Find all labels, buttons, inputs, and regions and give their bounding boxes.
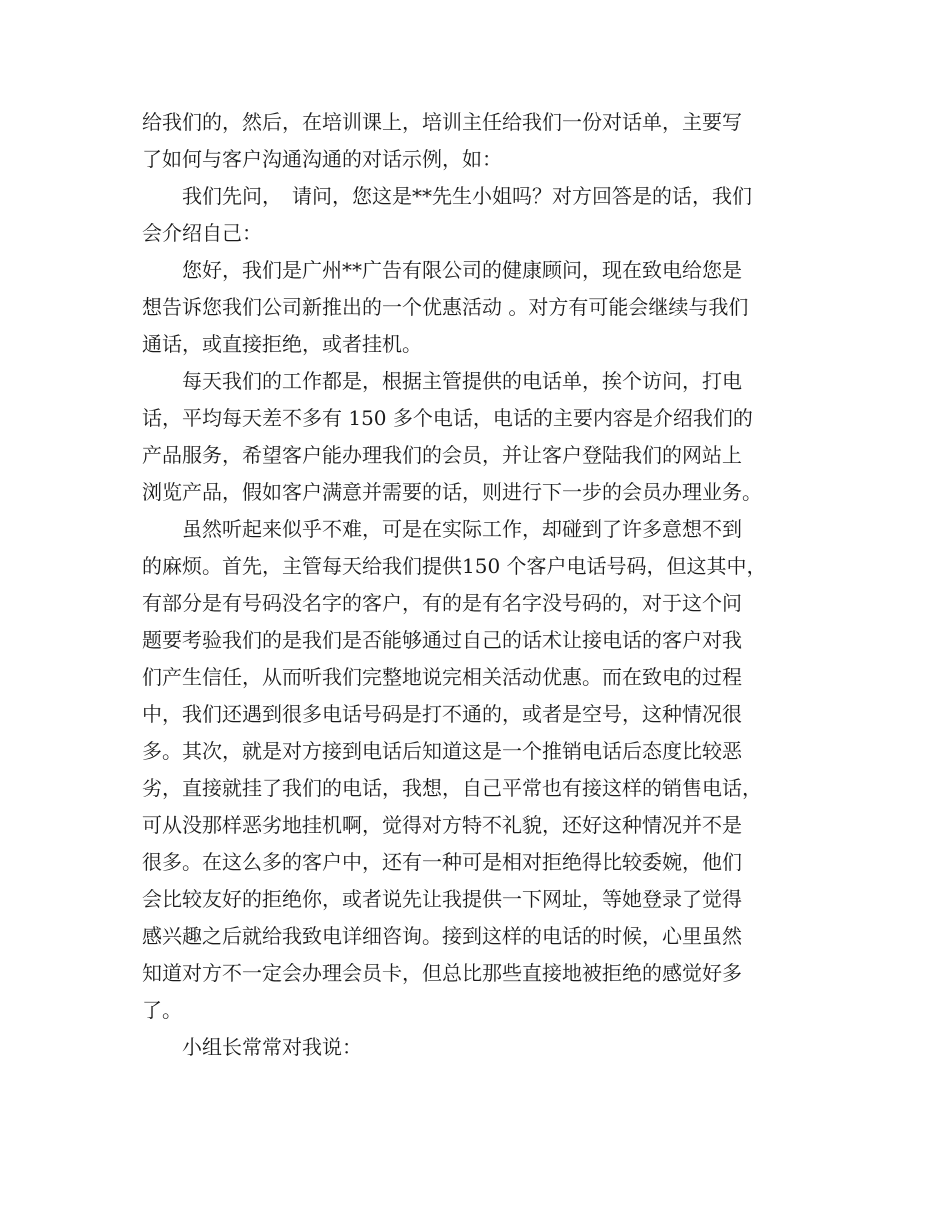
text-line: 题要考验我们的是我们是否能够通过自己的话术让接电话的客户对我 (142, 628, 742, 652)
text-line: 给我们的，然后，在培训课上，培训主任给我们一份对话单，主要写 (142, 110, 742, 134)
text-line: 了。 (142, 998, 182, 1022)
text-line: 会介绍自己： (142, 221, 262, 245)
text-line: 的麻烦。首先，主管每天给我们提供150 个客户电话号码，但这其中， (142, 554, 767, 578)
text-line: 小组长常常对我说： (142, 1035, 362, 1059)
text-line: 虽然听起来似乎不难，可是在实际工作，却碰到了许多意想不到 (142, 517, 742, 541)
text-line: 您好，我们是广州**广告有限公司的健康顾问，现在致电给您是 (142, 258, 742, 282)
text-line: 通话，或直接拒绝，或者挂机。 (142, 332, 422, 356)
text-line: 想告诉您我们公司新推出的一个优惠活动 。对方有可能会继续与我们 (142, 295, 749, 319)
text-line: 我们先问， 请问，您这是**先生小姐吗？对方回答是的话，我们 (142, 184, 752, 208)
text-line: 产品服务，希望客户能办理我们的会员，并让客户登陆我们的网站上 (142, 443, 742, 467)
text-line: 可从没那样恶劣地挂机啊，觉得对方特不礼貌，还好这种情况并不是 (142, 813, 742, 837)
text-line: 每天我们的工作都是，根据主管提供的电话单，挨个访问，打电 (142, 369, 742, 393)
text-line: 浏览产品，假如客户满意并需要的话，则进行下一步的会员办理业务。 (142, 480, 762, 504)
text-line: 话，平均每天差不多有 150 多个电话，电话的主要内容是介绍我们的 (142, 406, 753, 430)
text-line: 会比较友好的拒绝你，或者说先让我提供一下网址，等她登录了觉得 (142, 887, 742, 911)
text-line: 了如何与客户沟通沟通的对话示例，如： (142, 147, 502, 171)
text-line: 多。其次，就是对方接到电话后知道这是一个推销电话后态度比较恶 (142, 739, 742, 763)
text-line: 劣，直接就挂了我们的电话，我想，自己平常也有接这样的销售电话， (142, 776, 762, 800)
text-line: 知道对方不一定会办理会员卡，但总比那些直接地被拒绝的感觉好多 (142, 961, 742, 985)
text-line: 中，我们还遇到很多电话号码是打不通的，或者是空号，这种情况很 (142, 702, 742, 726)
text-line: 感兴趣之后就给我致电详细咨询。接到这样的电话的时候，心里虽然 (142, 924, 742, 948)
text-line: 们产生信任，从而听我们完整地说完相关活动优惠。而在致电的过程 (142, 665, 742, 689)
text-line: 有部分是有号码没名字的客户，有的是有名字没号码的，对于这个问 (142, 591, 742, 615)
text-line: 很多。在这么多的客户中，还有一种可是相对拒绝得比较委婉，他们 (142, 850, 742, 874)
body-text (142, 104, 810, 1066)
